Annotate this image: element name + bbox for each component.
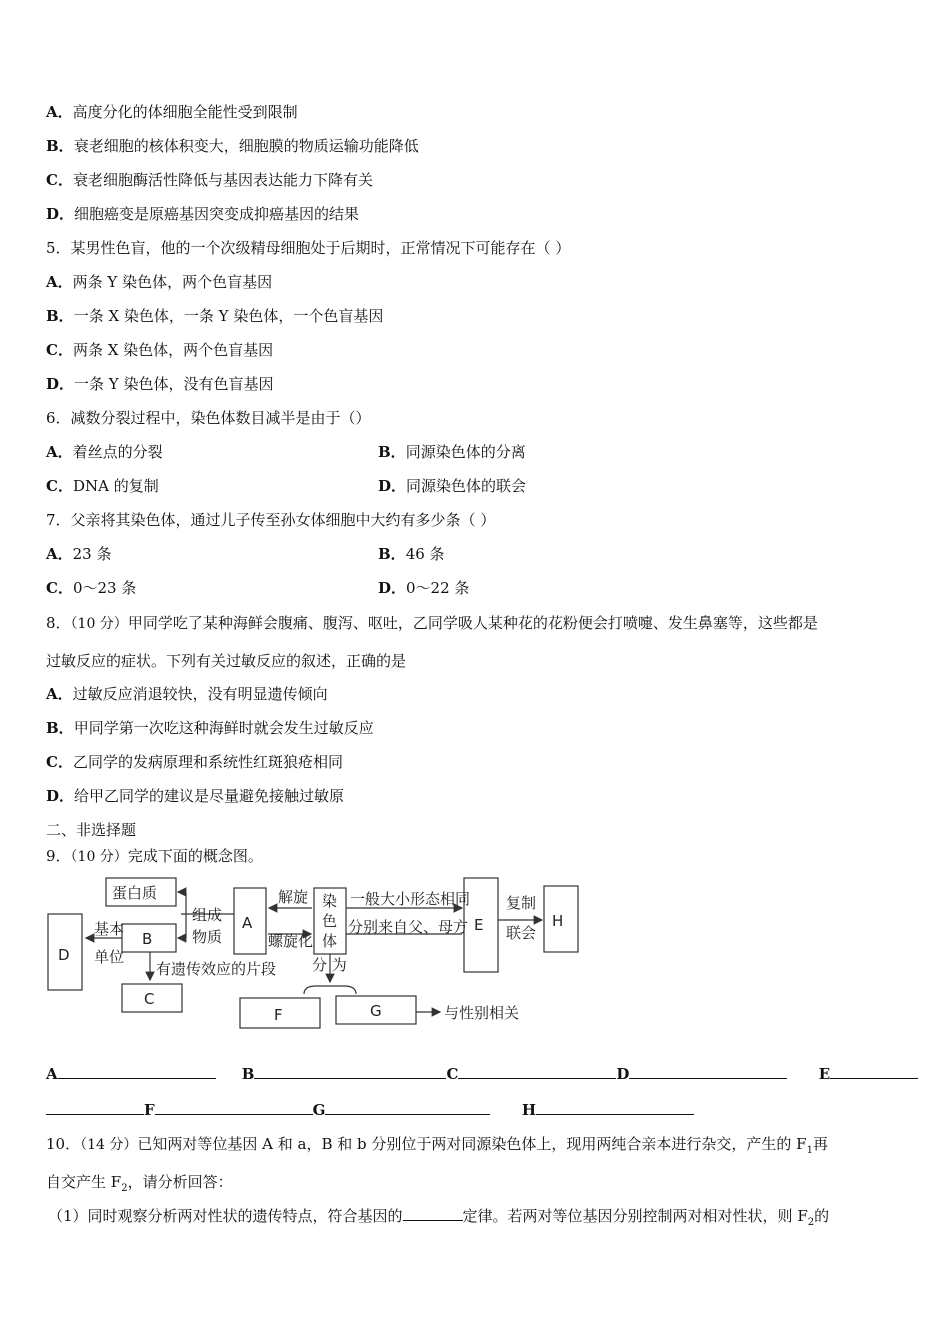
blank-d[interactable] bbox=[629, 1064, 787, 1079]
box-e-label: E bbox=[474, 916, 484, 934]
blank-f[interactable] bbox=[155, 1100, 313, 1115]
q7-option-a: A．23 条 bbox=[46, 545, 112, 563]
q5-option-a: A．两条 Y 染色体，两个色盲基因 bbox=[46, 273, 273, 291]
q10-part1: （1）同时观察分析两对性状的遗传特点，符合基因的 定律。若两对等位基因分别控制两对相对性状，则 $F_2$的 bbox=[48, 1207, 830, 1228]
q9-blanks-row1: A B C D E bbox=[46, 1064, 918, 1084]
blank-c[interactable] bbox=[458, 1064, 616, 1079]
box-c-label: C bbox=[144, 990, 155, 1008]
box-a-label: A bbox=[242, 914, 253, 932]
box-f-label: F bbox=[274, 1006, 283, 1024]
blank-g[interactable] bbox=[325, 1100, 490, 1115]
from-parents-label: 分别来自父、母方 bbox=[348, 918, 469, 936]
blank-b[interactable] bbox=[254, 1064, 446, 1079]
q10-stem-line2: 自交产生 $F_2$，请分析回答： bbox=[46, 1173, 233, 1194]
composition-label-1: 组成 bbox=[192, 906, 223, 924]
synapsis-label: 联会 bbox=[506, 924, 537, 942]
q10-stem-line1: 10．（14 分）已知两对等位基因 A 和 a，B 和 b 分别位于两对同源染色体上，现用两纯合亲本进行杂交，产生的 $F_1$再 bbox=[46, 1135, 828, 1156]
q7-option-d: D．0～22 条 bbox=[378, 579, 470, 597]
q6-option-b: B．同源染色体的分离 bbox=[378, 443, 526, 461]
q8-option-d: D．给甲乙同学的建议是尽量避免接触过敏原 bbox=[46, 787, 345, 805]
q6-option-d: D．同源染色体的联会 bbox=[378, 477, 527, 495]
q5-option-d: D．一条 Y 染色体，没有色盲基因 bbox=[46, 375, 274, 393]
replicate-label: 复制 bbox=[506, 894, 537, 912]
q6-stem: 6．减数分裂过程中，染色体数目减半是由于（） bbox=[46, 409, 371, 427]
q7-option-c: C．0～23 条 bbox=[46, 579, 137, 597]
chromosome-label-3: 体 bbox=[322, 932, 338, 950]
box-h-label: H bbox=[552, 912, 564, 930]
q6-option-c: C．DNA 的复制 bbox=[46, 477, 159, 495]
q7-stem: 7．父亲将其染色体，通过儿子传至孙女体细胞中大约有多少条（ ） bbox=[46, 511, 496, 529]
divide-label: 分 为 bbox=[312, 956, 347, 974]
effect-label: 有遗传效应的片段 bbox=[156, 960, 277, 978]
basic-label-2: 单位 bbox=[94, 948, 125, 966]
chromosome-label-2: 色 bbox=[322, 912, 338, 930]
q8-option-a: A．过敏反应消退较快，没有明显遗传倾向 bbox=[46, 685, 328, 703]
q8-option-c: C．乙同学的发病原理和系统性红斑狼疮相同 bbox=[46, 753, 343, 771]
q5-option-c: C．两条 X 染色体，两个色盲基因 bbox=[46, 341, 274, 359]
blank-e-cont[interactable] bbox=[46, 1100, 144, 1115]
chromosome-label-1: 染 bbox=[322, 892, 338, 910]
q9-stem: 9．（10 分）完成下面的概念图。 bbox=[46, 847, 263, 865]
spiral-label: 螺旋化 bbox=[268, 932, 314, 950]
blank-h[interactable] bbox=[536, 1100, 694, 1115]
q8-stem-line2: 过敏反应的症状。下列有关过敏反应的叙述，正确的是 bbox=[46, 652, 407, 670]
q5-stem: 5．某男性色盲，他的一个次级精母细胞处于后期时，正常情况下可能存在（ ） bbox=[46, 239, 571, 257]
basic-label-1: 基本 bbox=[94, 920, 125, 938]
box-b-label: B bbox=[142, 930, 153, 948]
box-d-label: D bbox=[58, 946, 70, 964]
q8-stem-line1: 8．（10 分）甲同学吃了某种海鲜会腹痛、腹泻、呕吐，乙同学吸人某种花的花粉便会打喷嚏、发生鼻塞等，这些都是 bbox=[46, 614, 818, 632]
q9-blanks-row2: F G H bbox=[46, 1100, 694, 1120]
blank-a[interactable] bbox=[58, 1064, 216, 1079]
q4-option-d: D．细胞癌变是原癌基因突变成抑癌基因的结果 bbox=[46, 205, 360, 223]
concept-map bbox=[46, 876, 586, 1036]
q4-option-b: B．衰老细胞的核体积变大，细胞膜的物质运输功能降低 bbox=[46, 137, 419, 155]
q8-option-b: B．甲同学第一次吃这种海鲜时就会发生过敏反应 bbox=[46, 719, 374, 737]
q6-option-a: A．着丝点的分裂 bbox=[46, 443, 163, 461]
q4-option-c: C．衰老细胞酶活性降低与基因表达能力下降有关 bbox=[46, 171, 373, 189]
same-shape-label: 一般大小形态相同 bbox=[350, 890, 471, 908]
q7-option-b: B．46 条 bbox=[378, 545, 445, 563]
protein-label: 蛋白质 bbox=[112, 884, 158, 902]
sex-label: 与性别相关 bbox=[444, 1004, 520, 1022]
blank-e[interactable] bbox=[830, 1064, 918, 1079]
q4-option-a: A．高度分化的体细胞全能性受到限制 bbox=[46, 103, 298, 121]
section-heading: 二、非选择题 bbox=[46, 821, 137, 839]
unwind-label: 解旋 bbox=[278, 888, 309, 906]
q5-option-b: B．一条 X 染色体，一条 Y 染色体，一个色盲基因 bbox=[46, 307, 384, 325]
box-g-label: G bbox=[370, 1002, 382, 1020]
q10-blank-1[interactable] bbox=[403, 1206, 463, 1221]
composition-label-2: 物质 bbox=[192, 928, 223, 946]
